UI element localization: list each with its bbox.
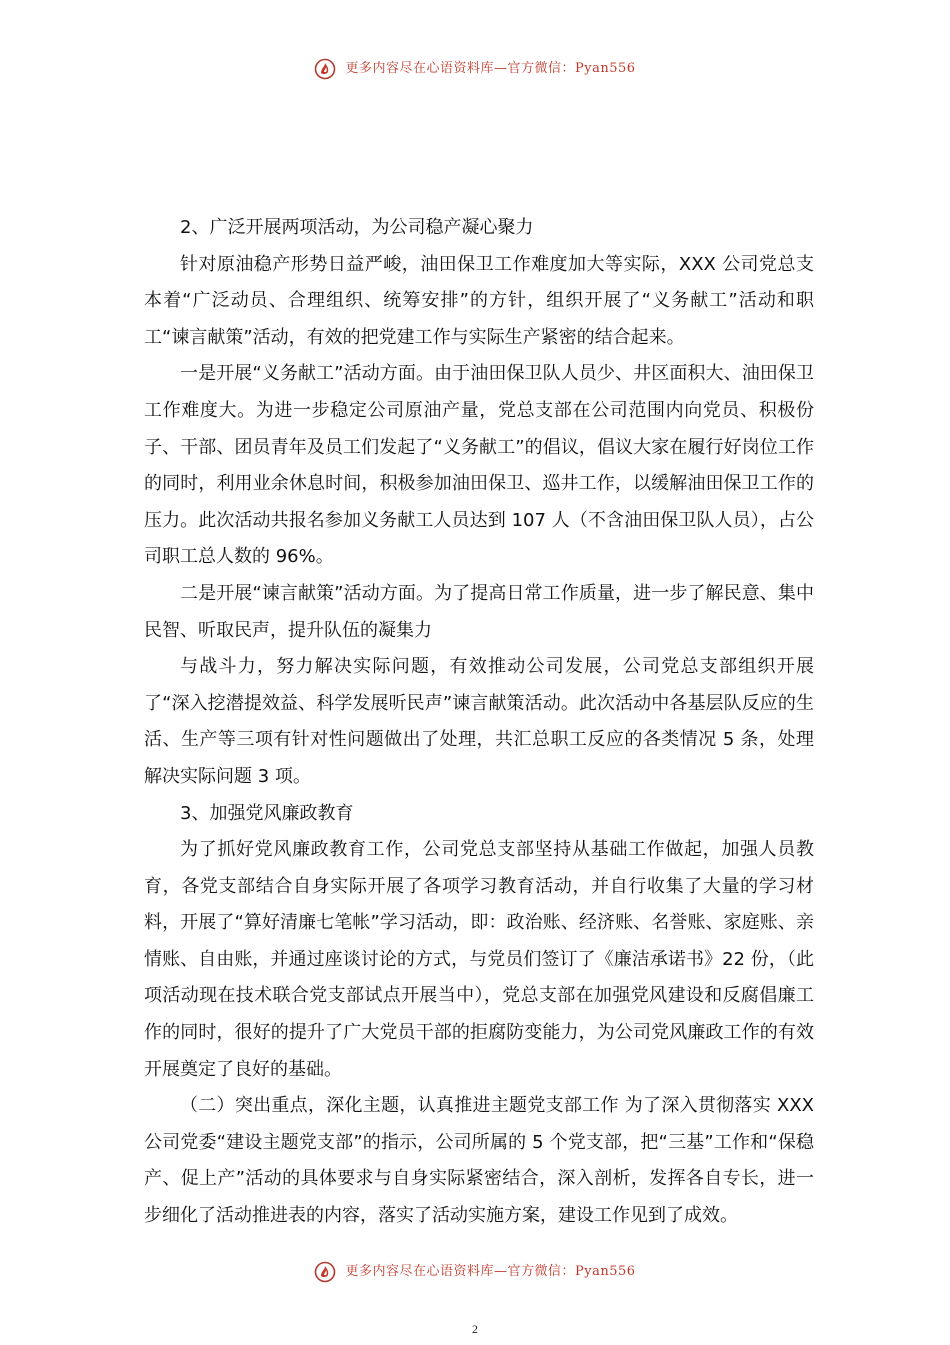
watermark-header xyxy=(0,55,950,81)
body-paragraph: 二是开展“谏言献策”活动方面。为了提高日常工作质量，进一步了解民意、集中民智、听取民声，提升队伍的凝集力 xyxy=(144,582,814,641)
section-heading: 3、加强党风廉政教育 xyxy=(180,802,354,824)
body-paragraph: 针对原油稳产形势日益严峻，油田保卫工作难度加大等实际，XXX 公司党总支本着“广泛动员、合理组织、统筹安排”的方针，组织开展了“义务献工”活动和职工“谏言献策”活动，有效的把党建工作与实际生产紧密的结合起来。 xyxy=(144,253,814,348)
document-body xyxy=(144,210,814,1235)
section-heading: 2、广泛开展两项活动，为公司稳产凝心聚力 xyxy=(180,217,534,238)
body-paragraph: 为了抓好党风廉政教育工作，公司党总支部坚持从基础工作做起，加强人员教育，各党支部结合自身实际开展了各项学习教育活动，并自行收集了大量的学习材料，开展了“算好清廉七笔帐”学习活动，即：政治账、经济账、名誉账、家庭账、亲情账、自由账，并通过座谈讨论的方式，与党员们签订了《廉洁承诺书》22 份，（此项活动现在技术联合党支部试点开展当中），党总支部在加强党风建设和反腐倡廉工作的同时，很好的提升了广大党员干部的拒腐防变能力，为公司党风廉政工作的有效开展奠定了良好的基础。 xyxy=(144,839,814,1080)
watermark-text: 更多内容尽在心语资料库—官方微信：Pyan556 xyxy=(345,60,636,76)
body-paragraph: 与战斗力，努力解决实际问题，有效推动公司发展，公司党总支部组织开展了“深入挖潜提效益、科学发展听民声”谏言献策活动。此次活动中各基层队反应的生活、生产等三项有针对性问题做出了处理，共汇总职工反应的各类情况 5 条，处理解决实际问题 3 项。 xyxy=(144,656,814,787)
watermark-footer xyxy=(0,1258,950,1284)
flame-logo-icon xyxy=(314,58,336,80)
body-paragraph: 一是开展“义务献工”活动方面。由于油田保卫队人员少、井区面积大、油田保卫工作难度大。为进一步稳定公司原油产量，党总支部在公司范围内向党员、积极份子、干部、团员青年及员工们发起了“义务献工”的倡议，倡议大家在履行好岗位工作的同时，利用业余休息时间，积极参加油田保卫、巡井工作，以缓解油田保卫工作的压力。此次活动共报名参加义务献工人员达到 107 人（不含油田保卫队人员），占公司职工总人数的 96%。 xyxy=(144,363,814,568)
page-number: 2 xyxy=(472,1322,478,1336)
flame-logo-icon xyxy=(314,1261,336,1283)
body-paragraph: （二）突出重点，深化主题，认真推进主题党支部工作 为了深入贯彻落实 XXX 公司党委“建设主题党支部”的指示，公司所属的 5 个党支部，把“三基”工作和“保稳产、促上产”活动的具体要求与自身实际紧密结合，深入剖析，发挥各自专长，进一步细化了活动推进表的内容，落实了活动实施方案，建设工作见到了成效。 xyxy=(144,1095,814,1227)
watermark-text: 更多内容尽在心语资料库—官方微信：Pyan556 xyxy=(345,1263,636,1279)
